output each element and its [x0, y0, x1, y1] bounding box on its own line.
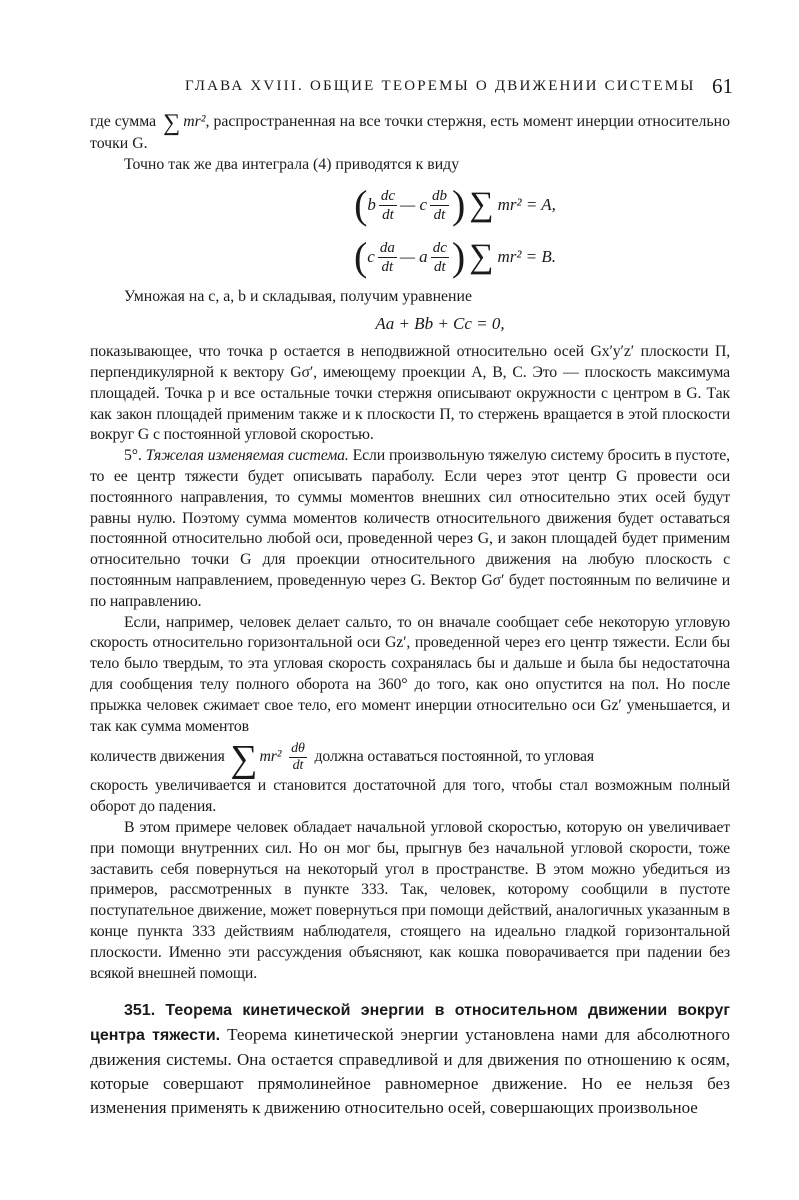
mr2: mr²: [259, 748, 282, 766]
section-351-text: Теорема кинетической энергии установлена нами для абсолютного движения системы. Она остается справедливой и для движения по отношению к осям, которые совершают прямолинейное равномерное движение. Но ее нельзя без изменения применять к движению относительно осей, совершающих произвольное: [90, 1025, 730, 1118]
frac-dc-dt: $\frac{dc}{dt}$: [380, 187, 396, 223]
paragraph-multiply: Умножая на c, a, b и складывая, получим уравнение: [124, 288, 472, 306]
formula-b-tail: mr² = B.: [497, 247, 557, 267]
p1-after: распространенная на все точки стержня, есть момент инерции относительно точки G.: [90, 113, 730, 152]
somersault-text: Если, например, человек делает сальто, то он вначале сообщает себе некоторую угловую скорость относительно горизонтальной оси Gz′, проведенной через его центр тяжести. Если бы тело было твердым, то эта угловая скорость сохранялась бы и дальше и была бы недостаточна для сообщения телу полного оборота на 360° до того, как оно опустится на пол. Но после прыжка человек сжимает свое тело, его момент инерции относительно оси Gz′ уменьшается, и так как сумма моментов: [90, 613, 730, 735]
formula-a: ( b $\frac{dc}{dt}$ — c $\frac{db}{dt}$ ) ∑ mr² = A,: [354, 182, 556, 228]
formula-b: ( c $\frac{da}{dt}$ — a $\frac{dc}{dt}$ ) ∑ mr² = B.: [353, 234, 557, 280]
frac-dc-dt-2: $\frac{dc}{dt}$: [432, 239, 447, 275]
sigma-symbol: ∑: [469, 186, 494, 224]
line-after-formula: должна оставаться постоянной, то угловая: [314, 748, 594, 766]
paragraph-heavy-system: [90, 446, 730, 612]
page-number: 61: [712, 74, 733, 98]
sigma-symbol: ∑: [230, 738, 258, 781]
equation-aa-bb-cc: Aa + Bb + Cc = 0,: [375, 314, 505, 334]
section-351-title: 351. Теорема кинетической энергии в относительном движении вокруг центра тяжести.: [90, 1002, 730, 1045]
body-text: [90, 112, 730, 1120]
formula-b-c: c: [367, 247, 375, 267]
formula-b-minus-a: — a: [399, 247, 428, 267]
paragraph-moment-of-inertia: [90, 112, 730, 155]
sigma-symbol: ∑: [163, 110, 181, 136]
item-text: Если произвольную тяжелую систему бросить в пустоте, то ее центр тяжести будет описывать параболу. Если через этот центр G провести оси постоянного направления, то суммы моментов внешних сил относительно этих осей будут равны нулю. Поэтому сумма моментов количеств относительного движения будет оставаться постоянной относительно любой оси, проведенной через G, и закон площадей будет применим относительно точки G для проекции относительного движения на любую плоскость с постоянным направлением, проведенную через G. Вектор Gσ′ будет постоянным по величине и по направлению.: [90, 447, 730, 610]
paragraph-somersault: [90, 613, 730, 738]
formula-block-ab: [90, 179, 730, 283]
frac-db-dt: $\frac{db}{dt}$: [432, 187, 448, 223]
sigma-symbol: ∑: [469, 238, 494, 276]
paragraph-somersault-formula-line: [90, 738, 730, 781]
paragraph-cat-example: В этом примере человек обладает начальной угловой скоростью, которую он увеличивает при помощи внутренних сил. Но он мог бы, прыгнув без начальной угловой скорости, тоже заставить себя повернуться на некоторый угол в пространстве. В этом можно убедиться из примеров, рассмотренных в пункте 333. Так, человек, которому сообщили в пустоте поступательное движение, может повернуться при помощи действий, аналогичных указанным в конце пункта 333 действиям наблюдателя, стоящего на идеально гладкой горизонтальной плоскости. Именно эти рассуждения объясняют, как кошка поворачивается при падении без всякой внешней помощи.: [90, 818, 730, 982]
line-before-formula: количеств движения: [90, 748, 225, 766]
formula-a-b: b: [367, 195, 376, 215]
frac-dtheta-dt: $\frac{d\theta}{dt}$: [291, 741, 305, 774]
paragraph-somersault-tail: скорость увеличивается и становится достаточной для того, чтобы стал возможным полный оборот до падения.: [90, 777, 730, 816]
item-number: 5°.: [124, 447, 142, 465]
p1-before: где сумма: [90, 113, 157, 130]
formula-a-tail: mr² = A,: [497, 195, 556, 215]
paragraph-plane-of-max-areas: показывающее, что точка p остается в неподвижной относительно осей Gx′y′z′ плоскости П, перпендикулярной к вектору Gσ′, имеющему проекции A, B, C. Это — плоскость максимума площадей. Точка p и все остальные точки стержня описывают окружности с центром в G. Так как закон площадей применим также и к плоскости П, то стержень вращается в этой плоскости вокруг G с постоянной угловой скоростью.: [90, 343, 730, 444]
sum-expression: mr²,: [183, 113, 210, 130]
frac-da-dt: $\frac{da}{dt}$: [379, 239, 395, 275]
item-title: Тяжелая изменяемая система.: [145, 447, 349, 465]
paragraph-integrals: Точно так же два интеграла (4) приводятся к виду: [124, 155, 460, 173]
page-header: [185, 74, 733, 98]
running-head: ГЛАВА XVIII. ОБЩИЕ ТЕОРЕМЫ О ДВИЖЕНИИ СИСТЕМЫ: [185, 78, 696, 94]
formula-a-minus-c: — c: [400, 195, 428, 215]
section-351: [90, 998, 730, 1120]
